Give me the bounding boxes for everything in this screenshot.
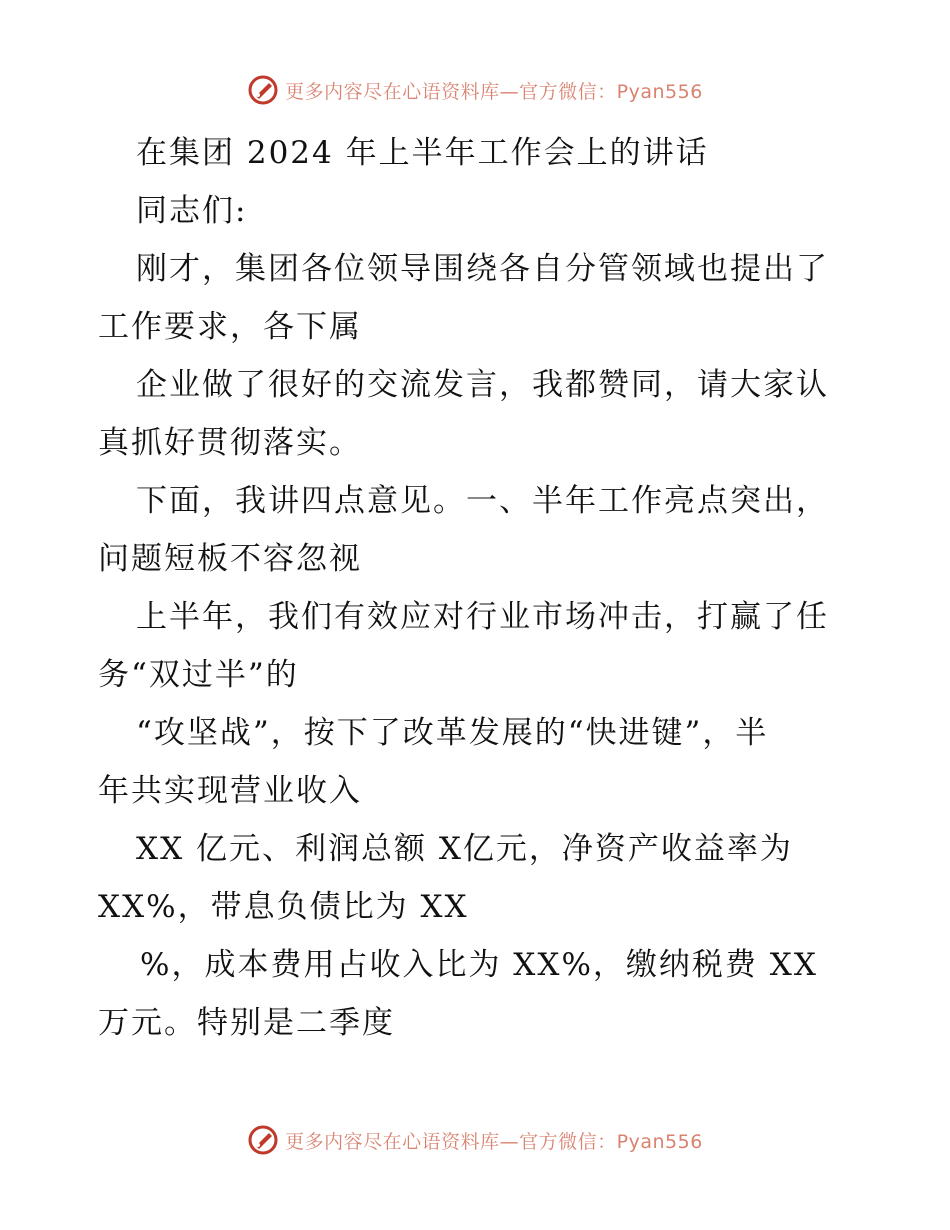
paragraph-line: 下面，我讲四点意见。一、半年工作亮点突出，: [136, 483, 829, 519]
watermark-text: 更多内容尽在心语资料库—官方微信：Pyan556: [285, 1130, 703, 1153]
paragraph-line: 务“双过半”的: [98, 657, 299, 693]
seal-pen-logo-icon: [247, 74, 279, 106]
document-body: [98, 124, 858, 1052]
paragraph-line: XX%，带息负债比为 XX: [98, 889, 469, 925]
document-title: 在集团 2024 年上半年工作会上的讲话: [136, 135, 709, 171]
footer-watermark: [0, 1120, 950, 1160]
paragraph-line: 工作要求，各下属: [98, 309, 362, 345]
paragraph-line: 刚才，集团各位领导围绕各自分管领域也提出了: [136, 251, 829, 287]
paragraph-line: 问题短板不容忽视: [98, 541, 362, 577]
paragraph-line: 年共实现营业收入: [98, 773, 362, 809]
paragraph-line: 真抓好贯彻落实。: [98, 425, 362, 461]
paragraph-line: 企业做了很好的交流发言，我都赞同，请大家认: [136, 367, 829, 403]
paragraph-line: XX 亿元、利润总额 X亿元，净资产收益率为: [136, 831, 793, 867]
seal-pen-logo-icon: [247, 1124, 279, 1156]
header-watermark: [0, 70, 950, 110]
paragraph-line: %，成本费用占收入比为 XX%，缴纳税费 XX: [140, 947, 818, 983]
watermark-text: 更多内容尽在心语资料库—官方微信：Pyan556: [285, 80, 703, 103]
paragraph-line: 上半年，我们有效应对行业市场冲击，打赢了任: [136, 599, 829, 635]
paragraph-line: 万元。特别是二季度: [98, 1005, 395, 1041]
paragraph-line: “攻坚战”，按下了改革发展的“快进键”，半: [136, 715, 769, 751]
salutation: 同志们:: [136, 193, 248, 229]
